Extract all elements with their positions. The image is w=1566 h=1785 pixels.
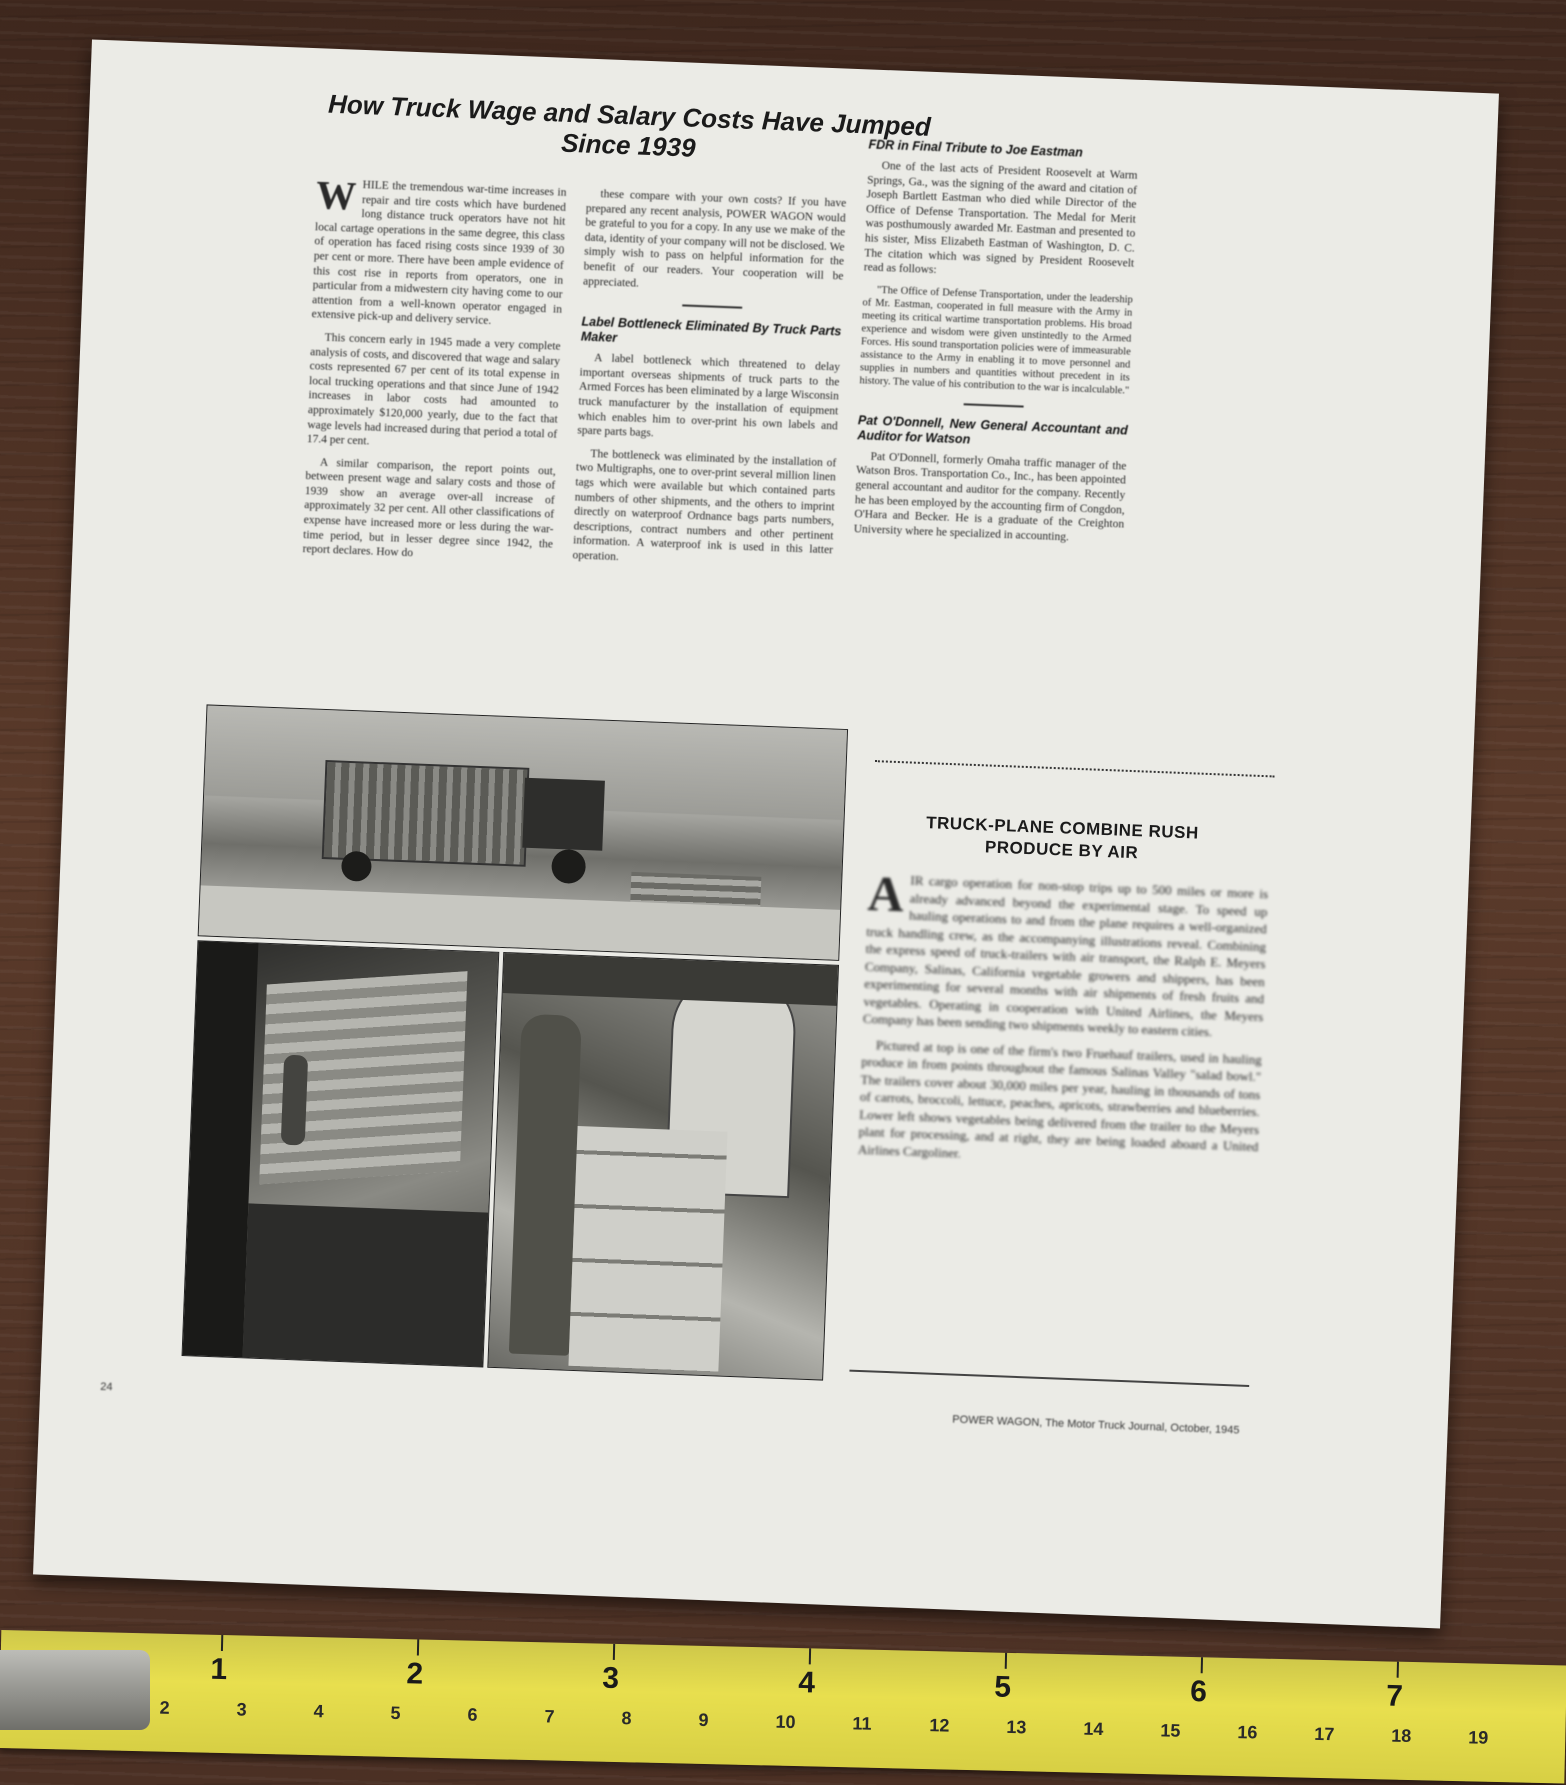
inch-scale [1, 1630, 1566, 1713]
inch-tick [1201, 1657, 1203, 1673]
page-footer [81, 1380, 1280, 1437]
page-number: 24 [100, 1380, 113, 1394]
article-paragraph-3: A similar comparison, the report points out, between present wage and salary costs and those of 1939 show an average over-all increase of approximately 32 per cent. All other classifications of expense have increased more or less during the war-time period, but in lesser degree since 1942, the report declares. How do [302, 456, 556, 560]
cm-mark-9: 9 [698, 1709, 709, 1731]
inch-tick [221, 1635, 223, 1651]
decorative-rule-top [875, 760, 1275, 777]
cm-mark-19: 19 [1468, 1727, 1489, 1748]
air-story-title: TRUCK-PLANE COMBINE RUSH PRODUCE BY AIR [925, 813, 1200, 863]
article-column-1 [302, 172, 567, 574]
dropcap-a: A [866, 864, 905, 923]
truck-trailer-photo [198, 704, 848, 960]
fdr-story-citation: "The Office of Defense Transportation, under the leadership of Mr. Eastman, cooperated in full measure with the Army in meeting its critical wartime transportation problems. His broad experience and wisdom were given unstintedly to the Armed Forces. His sound transportation policies were of immeasurable assistance to the Army in enabling it to move personnel and supplies in numbers and quantities without precedent in its history. The value of his contribution to the war is incalculable." [859, 284, 1133, 397]
fdr-story-paragraph-1: One of the last acts of President Roosevelt at Warm Springs, Ga., was the signing of the award and citation of Joseph Bartlett Eastman who died while Director of the Office of Defense Transportation. The Medal for Merit was posthumously awarded Mr. Eastman and presented to his sister, Miss Elizabeth Eastman of Washington, D. C. The citation which was signed by President Roosevelt read as follows: [863, 159, 1138, 277]
article-paragraph-2: This concern early in 1945 made a very complete analysis of costs, and discovered that wage and salary costs represented 67 per cent of its total expense in local trucking operations and that since June of 1942 increases in labor costs had amounted to approximately $120,000 yearly, due to the fact that wage levels had increased during that period a total of 17.4 per cent. [306, 331, 561, 448]
article-paragraph-4: these compare with your own costs? If you have prepared any recent analysis, POWER WAGON would be grateful to you for a copy. In any use we make of the data, identity of your company will not be disclosed. We simply wish to pass on helpful information for the benefit of our readers. Your cooperation will be appreciated. [582, 188, 847, 290]
inch-mark-7: 7 [1385, 1679, 1404, 1713]
dropcap-w: W [315, 172, 358, 219]
tape-measure-hook [0, 1650, 150, 1730]
article-paragraph-1: HILE the tremendous war-time increases in repair and tire costs which have burdened long distance truck operators have not hit local cartage operations in the same degree, this class of operation has faced rising costs since 1939 of 30 per cent or more. There have been ample evidence of this cost rise in reports from operators, one in particular from a midwestern city having come to our attention from a well-known operator engaged in extensive pick-up and delivery service. [311, 179, 567, 328]
cm-mark-11: 11 [852, 1713, 872, 1734]
inch-mark-3: 3 [602, 1661, 620, 1696]
inch-mark-4: 4 [797, 1666, 816, 1700]
cm-mark-12: 12 [929, 1715, 950, 1736]
fdr-story-title: FDR in Final Tribute to Joe Eastman [868, 137, 1084, 160]
article-column-2 [572, 187, 847, 581]
journal-credit: POWER WAGON, The Motor Truck Journal, October, 1945 [952, 1413, 1240, 1437]
odonnell-story-paragraph: Pat O'Donnell, formerly Omaha traffic manager of the Watson Bros. Transportation Co., Inc., has been appointed general accountant and auditor for the company. Recently he has been employed by the accounting firm of Congdon, O'Hara and Becker. He is a graduate of the Creighton University where he specialized in accounting. [853, 450, 1127, 544]
photo-panel [182, 704, 846, 1378]
magazine-page [33, 40, 1499, 1629]
cm-mark-10: 10 [775, 1711, 796, 1733]
article-headline: How Truck Wage and Salary Costs Have Jumped Since 1939 [327, 88, 932, 163]
cm-mark-3: 3 [236, 1699, 247, 1720]
label-story-title: Label Bottleneck Eliminated By Truck Parts Maker [580, 314, 842, 346]
tape-measure [0, 1630, 1566, 1783]
inch-tick [417, 1639, 419, 1655]
inch-mark-6: 6 [1189, 1675, 1208, 1709]
cm-mark-4: 4 [313, 1701, 324, 1722]
cm-mark-8: 8 [621, 1708, 632, 1729]
produce-delivery-photo [182, 940, 500, 1367]
decorative-rule-bottom [849, 1370, 1249, 1387]
air-story-paragraph-1: IR cargo operation for non-stop trips up to 500 miles or more is already advanced beyond the experimental stage. To speed up hauling operations to and from the plane requires a well-organized truck handling crew, as the accompanying illustrations reveal. Combining the express speed of truck-trailers with air transport, the Ralph E. Meyers Company, Salinas, California vegetable growers and shippers, has been experimenting for several months with air shipments of fresh fruits and vegetables. Operating in cooperation with United Airlines, the Meyers Company has been sending two shipments weekly to eastern cities. [862, 872, 1269, 1040]
cm-mark-7: 7 [544, 1706, 555, 1727]
air-story-paragraph-2: Pictured at top is one of the firm's two Fruehauf trailers, used in hauling produce in from points throughout the famous Salinas Valley "salad bowl." The trailers cover about 30,000 miles per year, hauling in thousands of tons of carrots, broccoli, lettuce, peaches, apricots, strawberries and blueberries. Lower left shows vegetables being delivered from the trailer to the Meyers plant for processing, and at right, they are being loaded aboard a United Airlines Cargoliner. [857, 1036, 1263, 1161]
cm-scale [1, 1630, 1566, 1748]
section-divider [964, 403, 1024, 407]
cm-mark-18: 18 [1391, 1725, 1412, 1747]
inch-tick [809, 1648, 811, 1664]
label-story-paragraph-2: The bottleneck was eliminated by the installation of two Multigraphs, one to over-print several million linen tags which were available but which contained parts numbers of other shipments, and the others to imprint directly on waterproof Ordnance bags parts numbers, descriptions, contract numbers and other pertinent information. A waterproof ink is used in this latter operation. [572, 447, 837, 564]
inch-tick [1005, 1653, 1007, 1669]
cm-mark-14: 14 [1083, 1718, 1104, 1740]
cm-mark-5: 5 [390, 1702, 401, 1724]
cm-mark-13: 13 [1006, 1716, 1027, 1738]
cargoliner-loading-photo [487, 952, 839, 1381]
cm-mark-6: 6 [467, 1704, 478, 1725]
label-story-paragraph-1: A label bottleneck which threatened to delay important overseas shipments of truck parts to the Armed Forces has been eliminated by a large Wisconsin truck manufacturer by the installation of equipment which enables him to over-print his own labels and spare parts bags. [577, 352, 841, 440]
cm-mark-15: 15 [1160, 1720, 1181, 1741]
article-column-3 [853, 127, 1139, 554]
cm-mark-2: 2 [159, 1697, 170, 1718]
cm-mark-16: 16 [1237, 1722, 1258, 1743]
inch-mark-2: 2 [406, 1657, 424, 1691]
inch-tick [613, 1644, 615, 1660]
section-divider [682, 305, 742, 309]
inch-mark-1: 1 [210, 1652, 228, 1687]
inch-mark-5: 5 [993, 1670, 1012, 1704]
odonnell-story-title: Pat O'Donnell, New General Accountant and Auditor for Watson [857, 412, 1129, 447]
cm-mark-17: 17 [1314, 1723, 1335, 1745]
inch-tick [1397, 1662, 1399, 1678]
air-story-column [857, 864, 1269, 1181]
